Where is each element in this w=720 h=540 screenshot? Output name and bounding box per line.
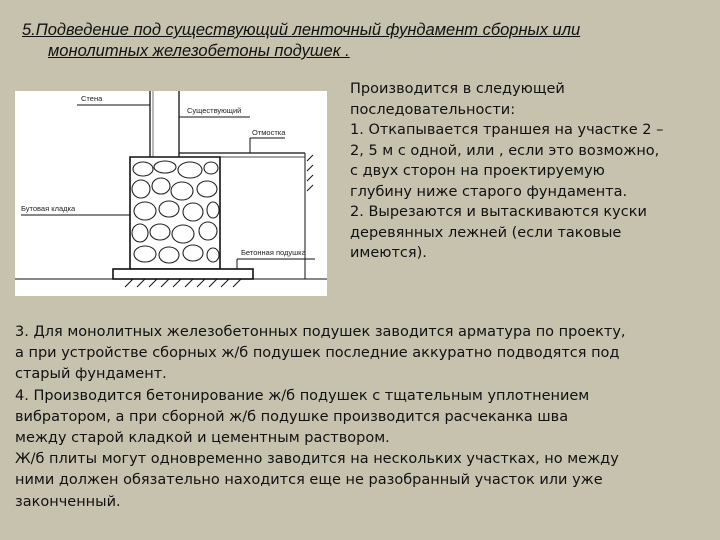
body-line: вибратором, а при сборной ж/б подушке производится расчеканка шва <box>15 408 569 425</box>
label-existing-foundation: Существующий <box>187 106 242 115</box>
label-rubble-masonry: Бутовая кладка <box>21 204 76 213</box>
label-concrete-pad: Бетонная подушка <box>241 248 306 257</box>
body-line: законченный. <box>15 493 121 510</box>
slide-title-line-2: монолитных железобетоны подушек . <box>48 42 350 60</box>
wall-shape <box>150 91 179 157</box>
side-line: 2. Вырезаются и вытаскиваются куски <box>350 204 647 220</box>
label-wall: Стена <box>81 94 103 103</box>
foundation-diagram <box>15 91 327 296</box>
side-line: с двух сторон на проектируемую <box>350 163 605 179</box>
body-line: 3. Для монолитных железобетонных подушек заводится арматура по проекту, <box>15 324 626 340</box>
body-line: ними должен обязательно находится еще не разобранный участок или уже <box>15 472 603 489</box>
side-line: 2, 5 м с одной, или , если это возможно, <box>350 142 660 159</box>
body-line: 4. Производится бетонирование ж/б подушек с тщательным уплотнением <box>15 387 590 404</box>
body-line: Ж/б плиты могут одновременно заводится на нескольких участках, но между <box>15 451 619 468</box>
label-blind-area: Отмостка <box>252 128 286 137</box>
side-line: деревянных лежней (если таковые <box>350 224 622 241</box>
slide-title <box>22 20 702 62</box>
body-paragraph <box>15 322 715 513</box>
side-line: глубину ниже старого фундамента. <box>350 183 628 200</box>
concrete-pad <box>113 269 253 279</box>
foundation-section-drawing <box>15 91 327 296</box>
side-line: последовательности: <box>350 101 516 118</box>
body-line: а при устройстве сборных ж/б подушек последние аккуратно подводятся под <box>15 345 620 362</box>
side-line: Производится в следующей <box>350 81 565 97</box>
side-line: 1. Откапывается траншея на участке 2 – <box>350 122 664 138</box>
body-line: между старой кладкой и цементным раствором. <box>15 430 390 447</box>
body-line: старый фундамент. <box>15 366 167 383</box>
rubble-masonry <box>130 157 220 269</box>
side-line: имеются). <box>350 245 427 261</box>
slide-title-line-1: 5.Подведение под существующий ленточный фундамент сборных или <box>22 21 581 39</box>
side-paragraph <box>350 79 710 264</box>
